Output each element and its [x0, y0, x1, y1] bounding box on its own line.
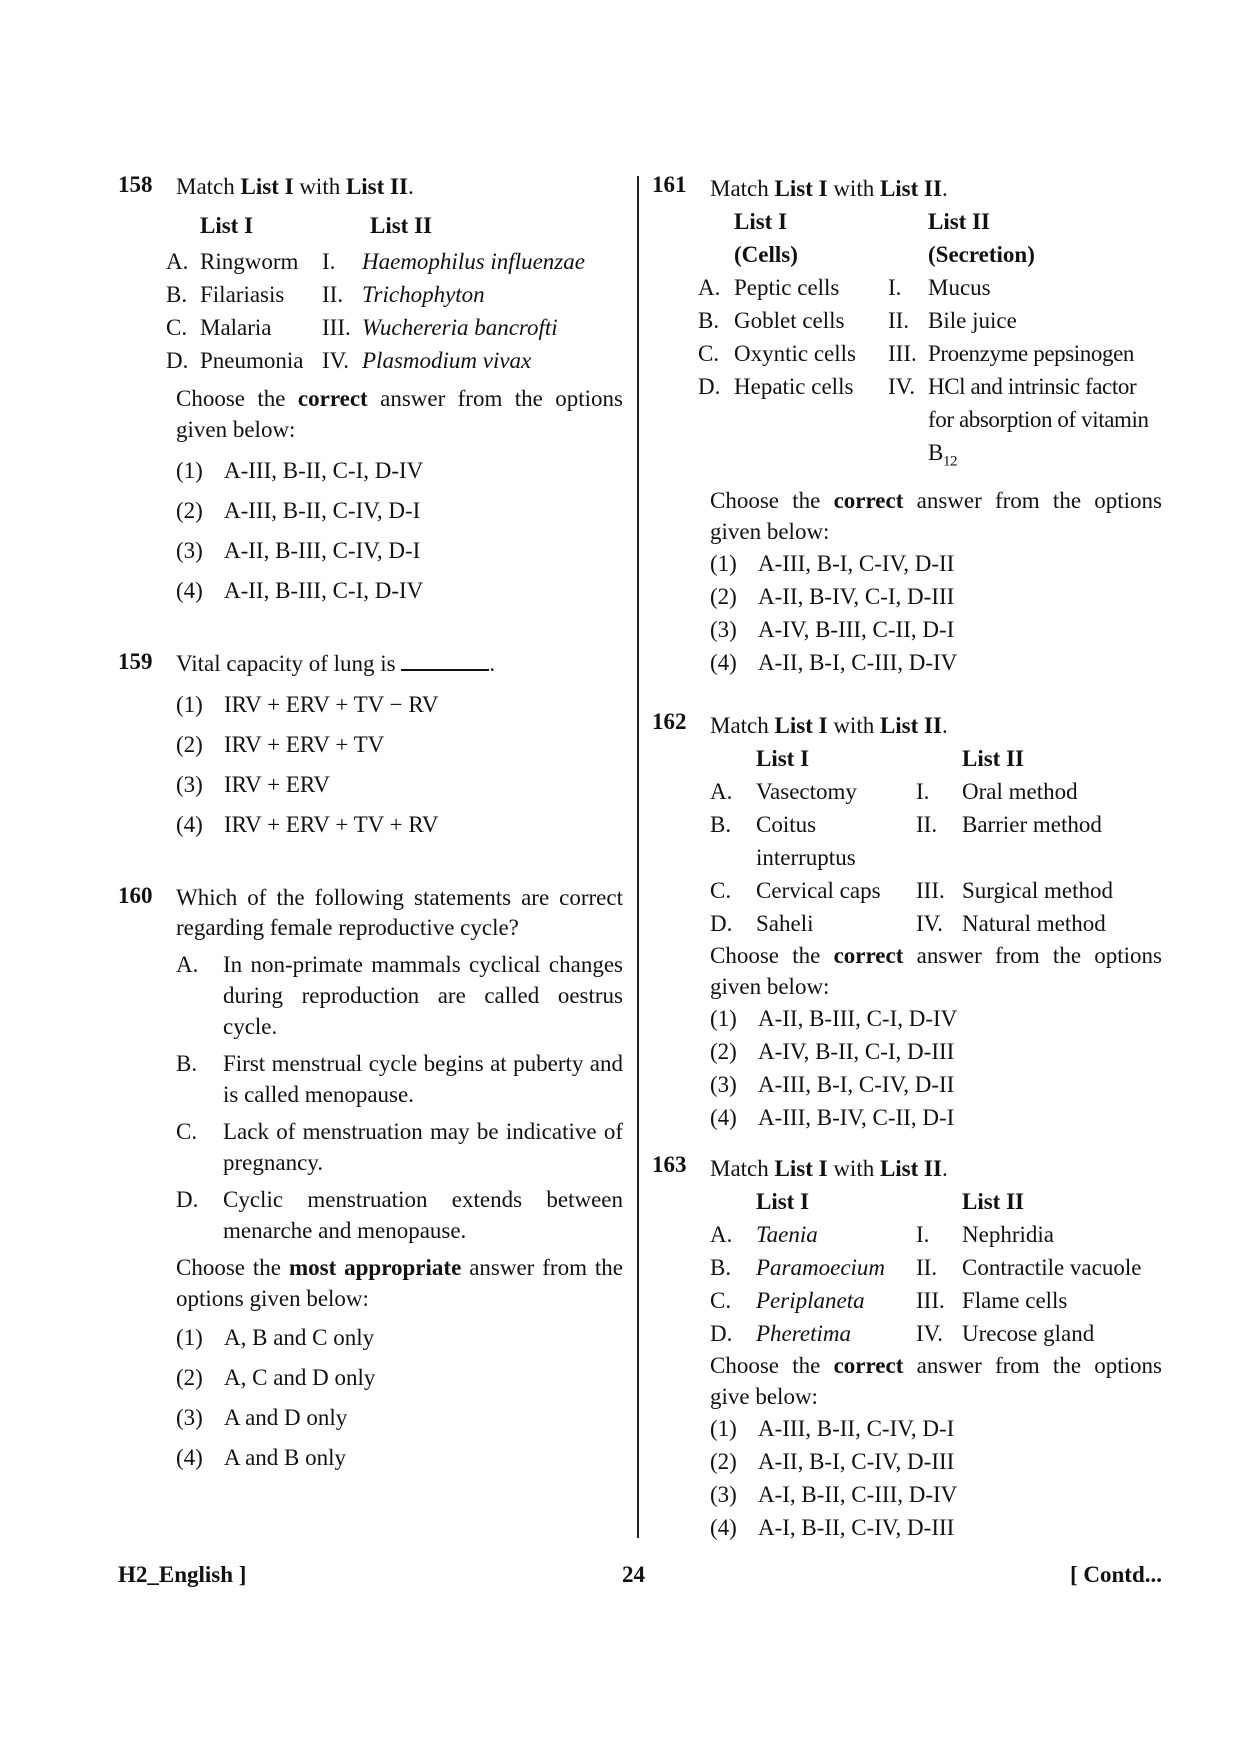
- question-text: Which of the following statements are correct regarding female reproductive cycle?: [176, 885, 623, 940]
- option[interactable]: (1) IRV + ERV + TV − RV: [176, 692, 439, 717]
- question-160: [118, 883, 623, 1478]
- option[interactable]: (4) A-II, B-I, C-III, D-IV: [710, 649, 958, 675]
- option[interactable]: (3) A-III, B-I, C-IV, D-II: [710, 1071, 955, 1097]
- option[interactable]: (3) A and D only: [176, 1405, 348, 1430]
- list-header: List I List II: [734, 209, 990, 234]
- option[interactable]: (2) A-II, B-I, C-IV, D-III: [710, 1448, 955, 1474]
- option[interactable]: (2) IRV + ERV + TV: [176, 732, 385, 757]
- match-row: D. Saheli IV. Natural method: [710, 910, 1106, 936]
- match-row: B. Filariasis II. Trichophyton: [166, 282, 485, 307]
- match-row: A. Peptic cells I. Mucus: [698, 275, 991, 300]
- option[interactable]: (1) A, B and C only: [176, 1325, 375, 1350]
- continued-label: [ Contd...: [1069, 1562, 1162, 1587]
- question-intro: Match List I with List II.: [176, 174, 414, 199]
- question-intro: Match List I with List II.: [710, 712, 948, 738]
- list-header: List I List II: [200, 213, 432, 238]
- instruction: Choose the correct answer from the options given below:: [176, 386, 623, 442]
- option[interactable]: (2) A-III, B-II, C-IV, D-I: [176, 498, 421, 523]
- match-row: B. Paramoecium II. Contractile vacuole: [710, 1254, 1142, 1280]
- match-row: C. Oxyntic cells III. Proenzyme pepsinogen: [698, 341, 1134, 366]
- instruction: Choose the correct answer from the options give below:: [710, 1352, 1162, 1409]
- question-intro: Match List I with List II.: [710, 1155, 948, 1181]
- option[interactable]: (4) A-I, B-II, C-IV, D-III: [710, 1514, 955, 1540]
- question-number: 159: [118, 649, 153, 674]
- question-text: Vital capacity of lung is .: [176, 651, 496, 676]
- match-row: B. Goblet cells II. Bile juice: [698, 308, 1017, 333]
- list-header: List I List II: [756, 1188, 1024, 1214]
- match-row: B. Coitus interruptus II. Barrier method: [710, 811, 1102, 870]
- instruction: Choose the most appropriate answer from the options given below:: [176, 1255, 623, 1311]
- column-divider: [637, 176, 639, 1538]
- option[interactable]: (1) A-III, B-II, C-IV, D-I: [710, 1415, 955, 1441]
- list-header: List I List II: [756, 745, 1024, 771]
- option[interactable]: (3) A-IV, B-III, C-II, D-I: [710, 616, 955, 642]
- match-row: D. Pneumonia IV. Plasmodium vivax: [166, 348, 532, 373]
- instruction: Choose the correct answer from the options given below:: [710, 942, 1162, 999]
- option[interactable]: (3) IRV + ERV: [176, 772, 330, 797]
- question-161: [652, 172, 1162, 679]
- match-row: A. Vasectomy I. Oral method: [710, 778, 1078, 804]
- option[interactable]: (1) A-II, B-III, C-I, D-IV: [710, 1005, 958, 1031]
- option[interactable]: (3) A-I, B-II, C-III, D-IV: [710, 1481, 958, 1507]
- statement: D. Cyclic menstruation extends between menarche and menopause.: [176, 1187, 623, 1243]
- question-159: [118, 649, 623, 845]
- match-row: A. Ringworm I. Haemophilus influenzae: [166, 249, 585, 274]
- option[interactable]: (2) A, C and D only: [176, 1365, 376, 1390]
- option[interactable]: (4) A and B only: [176, 1445, 347, 1470]
- match-row: C. Cervical caps III. Surgical method: [710, 877, 1113, 903]
- option[interactable]: (4) IRV + ERV + TV + RV: [176, 812, 439, 837]
- question-number: 163: [652, 1151, 687, 1177]
- answer-blank: [401, 651, 489, 671]
- match-row: D. Pheretima IV. Urecose gland: [710, 1320, 1095, 1346]
- option[interactable]: (3) A-II, B-III, C-IV, D-I: [176, 538, 421, 563]
- option[interactable]: (2) A-II, B-IV, C-I, D-III: [710, 583, 955, 609]
- match-row: C. Malaria III. Wuchereria bancrofti: [166, 315, 558, 340]
- list-subheader: (Cells) (Secretion): [734, 242, 1035, 267]
- question-162: [652, 709, 1162, 1134]
- question-number: 160: [118, 883, 153, 908]
- right-column: [652, 172, 1162, 1544]
- statement: C. Lack of menstruation may be indicative of pregnancy.: [176, 1119, 623, 1175]
- question-number: 162: [652, 708, 687, 734]
- option[interactable]: (2) A-IV, B-II, C-I, D-III: [710, 1038, 955, 1064]
- option[interactable]: (1) A-III, B-II, C-I, D-IV: [176, 458, 424, 483]
- match-row: A. Taenia I. Nephridia: [710, 1221, 1054, 1247]
- option[interactable]: (4) A-III, B-IV, C-II, D-I: [710, 1104, 955, 1130]
- question-number: 158: [118, 172, 153, 197]
- statement: B. First menstrual cycle begins at puberty and is called menopause.: [176, 1051, 623, 1107]
- question-intro: Match List I with List II.: [710, 176, 948, 201]
- question-163: [652, 1152, 1162, 1544]
- option[interactable]: (4) A-II, B-III, C-I, D-IV: [176, 578, 424, 603]
- match-row: D. Hepatic cells IV. HCl and intrinsic factor for absorption of vitamin $B_{12}$: [698, 374, 1149, 470]
- left-column: [118, 172, 623, 1478]
- question-number: 161: [652, 172, 687, 197]
- option[interactable]: (1) A-III, B-I, C-IV, D-II: [710, 550, 955, 576]
- instruction: Choose the correct answer from the options given below:: [710, 487, 1162, 544]
- match-row: C. Periplaneta III. Flame cells: [710, 1287, 1068, 1313]
- statement: A. In non-primate mammals cyclical changes during reproduction are called oestrus cycle.: [176, 952, 623, 1039]
- question-158: [118, 172, 623, 611]
- booklet-code: H2_English ]: [118, 1562, 247, 1587]
- page-number: 24: [622, 1562, 645, 1587]
